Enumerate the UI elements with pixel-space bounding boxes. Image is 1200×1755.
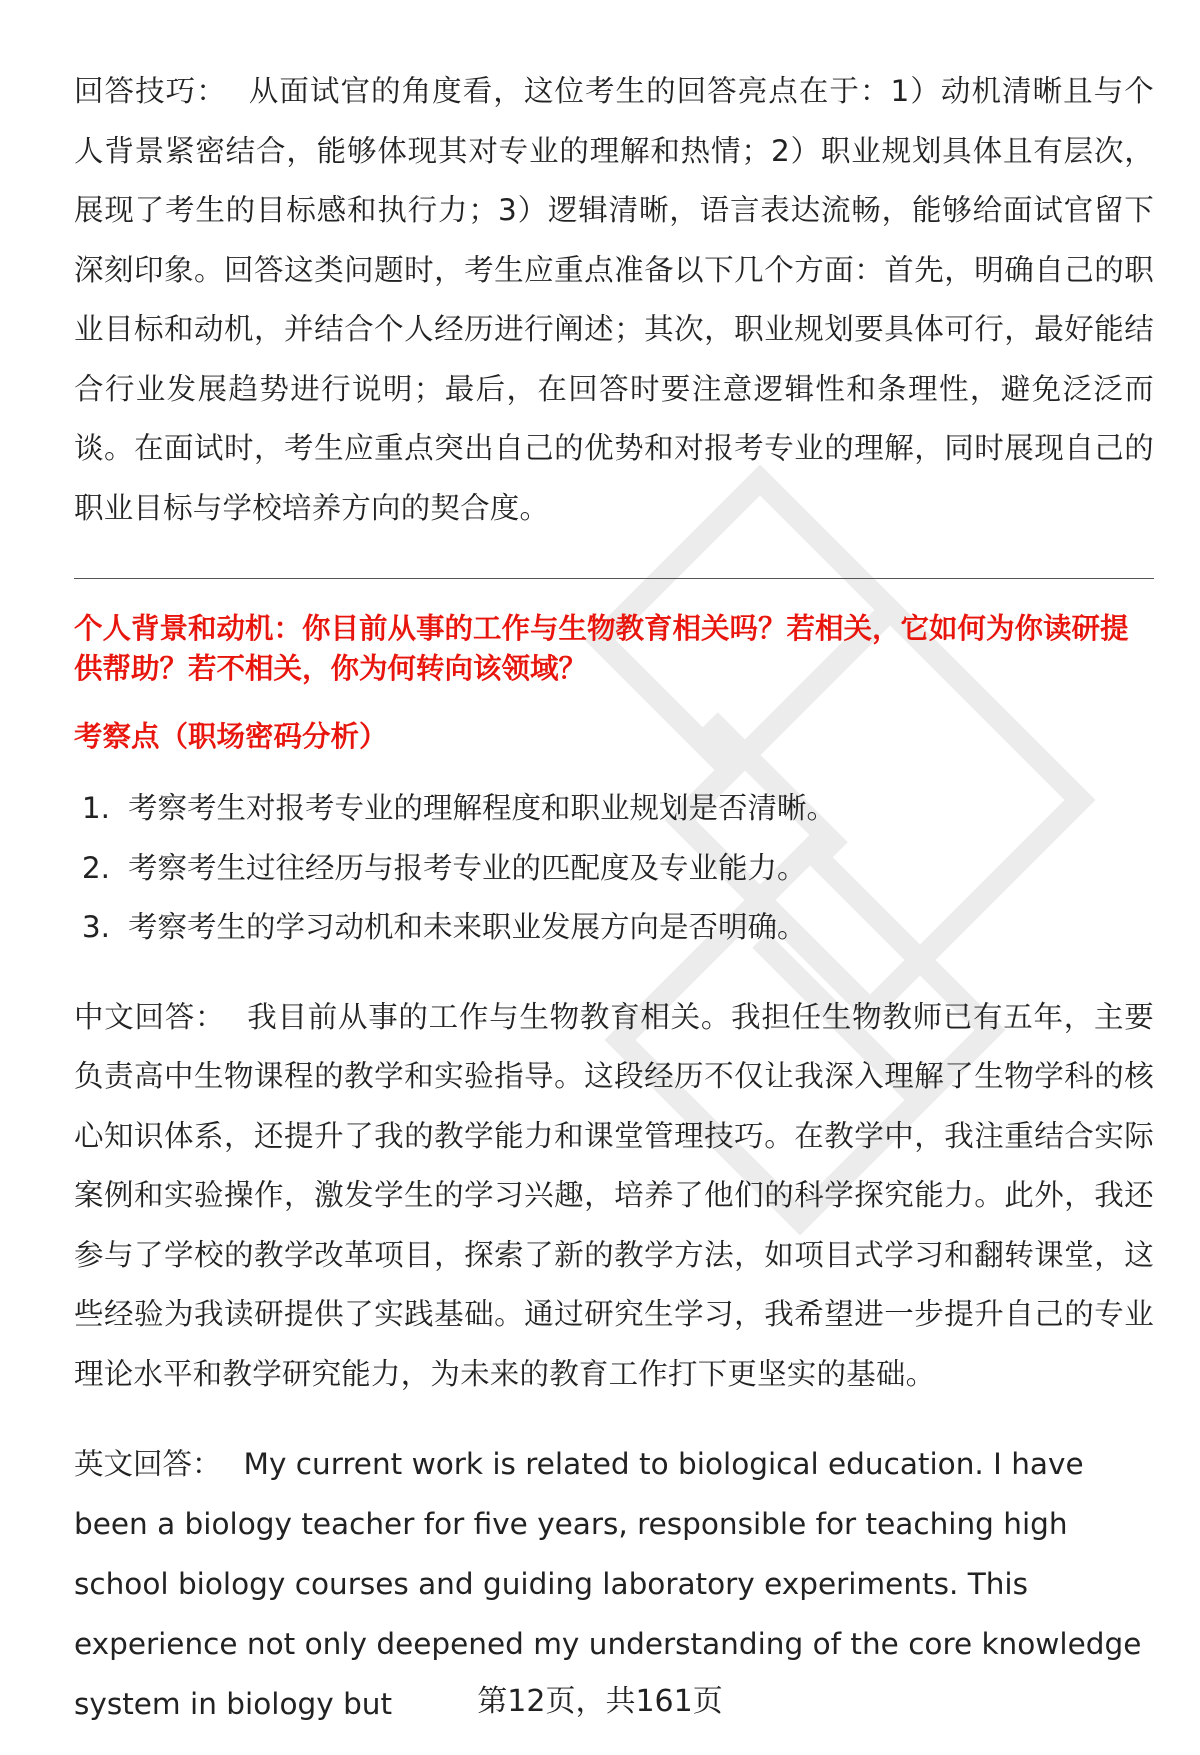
assessment-points-heading: 考察点（职场密码分析） [74, 720, 388, 753]
english-answer-label: 英文回答： [74, 1447, 222, 1481]
list-item [74, 779, 1154, 839]
page-number-footer: 第12页，共161页 [477, 1684, 723, 1719]
list-item [74, 898, 1154, 958]
section-divider [74, 578, 1154, 579]
chinese-answer-text: 我目前从事的工作与生物教育相关。我担任生物教师已有五年，主要负责高中生物课程的教学和实验指导。这段经历不仅让我深入理解了生物学科的核心知识体系，还提升了我的教学能力和课堂管理技巧。在教学中，我注重结合实际案例和实验操作，激发学生的学习兴趣，培养了他们的科学探究能力。此外，我还参与了学校的教学改革项目，探索了新的教学方法，如项目式学习和翻转课堂，这些经验为我读研提供了实践基础。通过研究生学习，我希望进一步提升自己的专业理论水平和教学研究能力，为未来的教育工作打下更坚实的基础。 [74, 999, 1154, 1391]
list-item-number: 3. [81, 910, 110, 944]
list-item-text: 考察考生对报考专业的理解程度和职业规划是否清晰。 [128, 791, 837, 825]
question-heading: 个人背景和动机：你目前从事的工作与生物教育相关吗？若相关，它如何为你读研提供帮助？若不相关，你为何转向该领域？ [74, 612, 1129, 685]
list-item-number: 1. [81, 791, 110, 825]
list-item-number: 2. [81, 850, 110, 885]
spacer [74, 958, 1154, 988]
answer-tips-label: 回答技巧： [74, 74, 227, 108]
assessment-points-list [74, 779, 1154, 958]
english-answer-text: My current work is related to biological education. I have been a biology teacher for five years, responsible for teaching high school biology courses and guiding laboratory experiments. This experience not only deepened my understanding of the core knowledge system in biology but [74, 1447, 1142, 1721]
chinese-answer-label: 中文回答： [74, 999, 226, 1034]
spacer [74, 1404, 1154, 1434]
content-column [74, 62, 1154, 1734]
list-item-text: 考察考生过往经历与报考专业的匹配度及专业能力。 [128, 850, 807, 885]
answer-tips-text: 从面试官的角度看，这位考生的回答亮点在于：1）动机清晰且与个人背景紧密结合，能够体现其对专业的理解和热情；2）职业规划具体且有层次，展现了考生的目标感和执行力；3）逻辑清晰，语言表达流畅，能够给面试官留下深刻印象。回答这类问题时，考生应重点准备以下几个方面：首先，明确自己的职业目标和动机，并结合个人经历进行阐述；其次，职业规划要具体可行，最好能结合行业发展趋势进行说明；最后，在回答时要注意逻辑性和条理性，避免泛泛而谈。在面试时，考生应重点突出自己的优势和对报考专业的理解，同时展现自己的职业目标与学校培养方向的契合度。 [74, 74, 1154, 525]
answer-tips-paragraph [74, 62, 1154, 538]
list-item-text: 考察考生的学习动机和未来职业发展方向是否明确。 [128, 910, 807, 944]
chinese-answer-paragraph [74, 988, 1154, 1405]
list-item [74, 839, 1154, 899]
